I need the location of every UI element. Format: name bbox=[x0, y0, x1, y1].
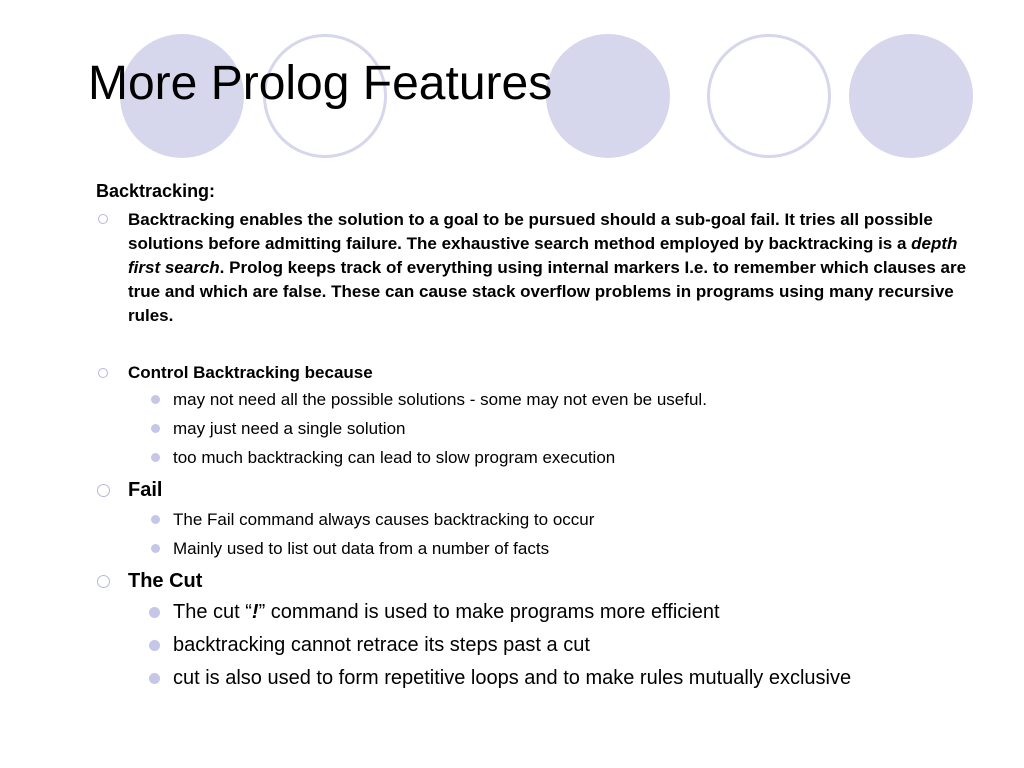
filled-circle-bullet-icon bbox=[149, 607, 160, 618]
fail-item bbox=[96, 475, 976, 505]
filled-circle-bullet-icon bbox=[151, 515, 160, 524]
filled-circle-bullet-icon bbox=[151, 424, 160, 433]
list-item: The Fail command always causes backtracking to occur bbox=[96, 505, 976, 534]
decorative-circle bbox=[546, 34, 670, 158]
hollow-circle-bullet-icon bbox=[98, 368, 108, 378]
list-item: cut is also used to form repetitive loops and to make rules mutually exclusive bbox=[96, 662, 976, 695]
list-item: The cut “!” command is used to make programs more efficient bbox=[96, 596, 976, 629]
decorative-ring bbox=[707, 34, 831, 158]
backtracking-paragraph bbox=[96, 208, 976, 328]
backtracking-heading: Backtracking: bbox=[96, 181, 216, 201]
slide-body bbox=[96, 179, 976, 695]
control-backtracking-label: Control Backtracking because bbox=[128, 363, 373, 382]
fail-label: Fail bbox=[128, 479, 163, 501]
decorative-circle bbox=[849, 34, 973, 158]
cut-item bbox=[96, 566, 976, 596]
filled-circle-bullet-icon bbox=[151, 544, 160, 553]
control-backtracking-item bbox=[96, 361, 976, 385]
list-item: too much backtracking can lead to slow program execution bbox=[96, 443, 976, 472]
list-item: may just need a single solution bbox=[96, 414, 976, 443]
depth-first-search-term: depth first search bbox=[128, 234, 958, 277]
filled-circle-bullet-icon bbox=[149, 673, 160, 684]
list-item: backtracking cannot retrace its steps past a cut bbox=[96, 629, 976, 662]
hollow-circle-bullet-icon bbox=[97, 575, 110, 588]
list-item: Mainly used to list out data from a number of facts bbox=[96, 534, 976, 563]
filled-circle-bullet-icon bbox=[151, 453, 160, 462]
cut-label: The Cut bbox=[128, 570, 203, 592]
list-item: may not need all the possible solutions - some may not even be useful. bbox=[96, 385, 976, 414]
filled-circle-bullet-icon bbox=[151, 395, 160, 404]
paragraph-text: Backtracking enables the solution to a goal to be pursued should a sub-goal fail. It tries all possible solutions before admitting failure. The exhaustive search method employed by backtracking is a depth first search. Prolog keeps track of everything using internal markers I.e. to remember which clauses are true and which are false. These can cause stack overflow problems in programs using many recursive rules. bbox=[128, 210, 967, 325]
cut-symbol: ! bbox=[251, 601, 259, 623]
filled-circle-bullet-icon bbox=[149, 640, 160, 651]
slide-title: More Prolog Features bbox=[88, 57, 553, 110]
hollow-circle-bullet-icon bbox=[98, 214, 108, 224]
hollow-circle-bullet-icon bbox=[97, 484, 110, 497]
